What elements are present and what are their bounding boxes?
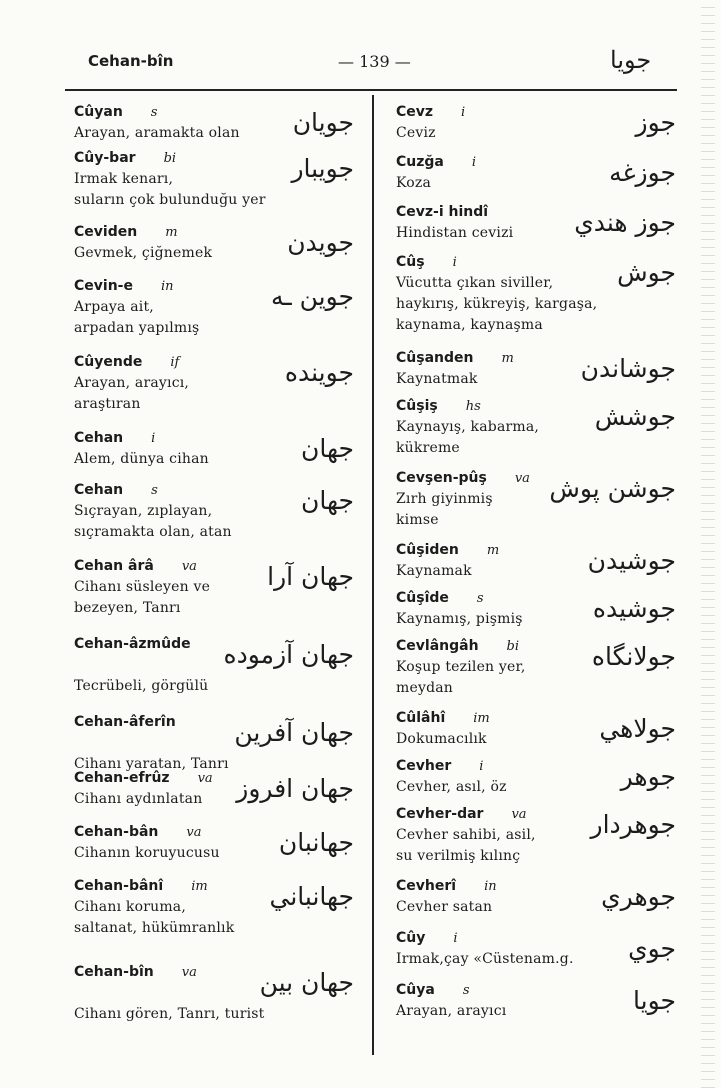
dictionary-entry <box>396 980 676 1030</box>
entry-part-of-speech: va <box>186 825 202 840</box>
entry-arabic-script: جوشيده <box>592 594 676 623</box>
entry-definition: Cihanı yaratan, Tanrı <box>74 756 229 772</box>
entry-arabic-script: جوهردار <box>590 810 676 839</box>
entry-term-line <box>74 352 284 373</box>
entry-term: Cevin-e <box>74 278 133 294</box>
entry-term: Cûya <box>396 982 435 998</box>
entry-term-line <box>396 980 606 1001</box>
entry-term-line <box>396 588 606 609</box>
entry-definition: Irmak kenarı, <box>74 171 174 187</box>
entry-term: Cevher-dar <box>396 806 484 822</box>
entry-arabic-script: جهان آفرين <box>234 718 354 747</box>
dictionary-entry <box>396 396 676 468</box>
entry-arabic-script: جوزغه <box>609 158 676 187</box>
entry-definition: Zırh giyinmiş <box>396 491 493 507</box>
entry-part-of-speech: m <box>501 351 514 366</box>
entry-definition: Cihanın koruyucusu <box>74 845 220 861</box>
entry-arabic-script: جهان بين <box>259 968 354 997</box>
entry-arabic-script: جوش <box>617 258 676 287</box>
entry-term-line <box>396 636 606 657</box>
entry-term: Cehan-bân <box>74 824 159 840</box>
entry-definition: Vücutta çıkan siviller, <box>396 275 554 291</box>
entry-arabic-script: جهان آرا <box>267 562 354 591</box>
dictionary-entry <box>396 540 676 588</box>
running-head-term: Cehan-bîn <box>88 52 174 70</box>
entry-definition: Cevher sahibi, asil, <box>396 827 536 843</box>
entry-term: Cuzğa <box>396 154 444 170</box>
entry-term-line <box>74 822 284 843</box>
dictionary-entry <box>396 636 676 708</box>
entry-definition: saltanat, hükümranlık <box>74 920 235 936</box>
entry-arabic-script: جوز <box>635 108 676 137</box>
entry-definition: Koza <box>396 175 432 191</box>
dictionary-entry <box>74 876 354 962</box>
entry-definition: Gevmek, çiğnemek <box>74 245 213 261</box>
dictionary-entry <box>74 556 354 634</box>
entry-part-of-speech: im <box>473 711 490 726</box>
entry-part-of-speech: va <box>197 771 213 786</box>
dictionary-entry <box>74 276 354 352</box>
entry-term: Cehan-bânî <box>74 878 164 894</box>
entry-part-of-speech: va <box>181 559 197 574</box>
entry-part-of-speech: im <box>191 879 208 894</box>
entry-term: Cûy-bar <box>74 150 136 166</box>
dictionary-entry <box>74 222 354 276</box>
entry-part-of-speech: s <box>151 483 158 498</box>
dictionary-entry <box>74 634 354 712</box>
entry-term-line <box>396 252 606 273</box>
entry-definition: Arayan, arayıcı <box>396 1003 507 1019</box>
entry-definition: Kaynayış, kabarma, <box>396 419 540 435</box>
dictionary-entry <box>396 588 676 636</box>
entry-arabic-script: جويبار <box>291 154 354 183</box>
entry-definition: kaynama, kaynaşma <box>396 317 543 333</box>
entry-arabic-script: جولانگاه <box>591 642 676 671</box>
entry-term: Cevher <box>396 758 452 774</box>
entry-part-of-speech: hs <box>465 399 481 414</box>
entry-term-line <box>396 540 606 561</box>
entry-definition: Cevher, asıl, öz <box>396 779 507 795</box>
entry-part-of-speech: i <box>151 431 156 446</box>
entry-part-of-speech: s <box>462 983 470 998</box>
entry-term: Cûş <box>396 254 425 270</box>
entry-term: Cehan-efrûz <box>74 770 170 786</box>
entry-term: Cehan <box>74 430 124 446</box>
entry-definition: bezeyen, Tanrı <box>74 600 181 616</box>
entry-definition: Tecrübeli, görgülü <box>74 678 209 694</box>
entry-definition: Cihanı gören, Tanrı, turist <box>74 1006 265 1022</box>
entry-definition: Cihanı koruma, <box>74 899 186 915</box>
entry-term-line <box>396 804 606 825</box>
entry-term: Cûşiş <box>396 398 438 414</box>
dictionary-entry <box>396 348 676 396</box>
entry-term-line <box>396 756 606 777</box>
entry-term-line <box>74 428 284 449</box>
dictionary-entry <box>396 928 676 980</box>
entry-term: Cûşiden <box>396 542 459 558</box>
entry-definition: araştıran <box>74 396 141 412</box>
column-divider <box>372 95 374 1055</box>
entry-arabic-script: جولاهي <box>599 714 676 743</box>
entry-term-line <box>396 348 606 369</box>
entry-definition: haykırış, kükreyiş, kargaşa, <box>396 296 598 312</box>
dictionary-entry <box>74 768 354 822</box>
entry-term-line <box>74 962 284 983</box>
entry-part-of-speech: va <box>514 471 530 486</box>
entry-term-line <box>74 876 284 897</box>
entry-definition: Kaynatmak <box>396 371 478 387</box>
entry-definition: su verilmiş kılınç <box>396 848 521 864</box>
dictionary-entry <box>396 152 676 202</box>
entry-definition: Kaynamış, pişmiş <box>396 611 523 627</box>
entry-term-line <box>74 556 284 577</box>
dictionary-entry <box>396 202 676 252</box>
left-column <box>74 102 354 1022</box>
entry-arabic-script: جوي <box>628 934 676 963</box>
entry-term: Cûy <box>396 930 426 946</box>
entry-definition: Ceviz <box>396 125 436 141</box>
entry-definition: arpadan yapılmış <box>74 320 200 336</box>
entry-part-of-speech: i <box>453 931 458 946</box>
entry-arabic-script: جهانبان <box>278 828 354 857</box>
entry-term-line <box>74 102 284 123</box>
dictionary-entry <box>74 712 354 772</box>
entry-part-of-speech: bi <box>506 639 520 654</box>
entry-arabic-script: جهانباني <box>269 882 354 911</box>
entry-part-of-speech: bi <box>163 151 177 166</box>
dictionary-entry <box>396 252 676 348</box>
entry-part-of-speech: m <box>486 543 500 558</box>
entry-term: Cûşîde <box>396 590 449 606</box>
header-rule <box>65 89 677 91</box>
entry-arabic-script: جوهري <box>601 882 676 911</box>
dictionary-entry <box>396 876 676 928</box>
entry-part-of-speech: if <box>170 355 180 370</box>
entry-definition: Koşup tezilen yer, <box>396 659 526 675</box>
entry-part-of-speech: m <box>165 225 178 240</box>
entry-part-of-speech: va <box>181 965 197 980</box>
entry-definition: Arpaya ait, <box>74 299 154 315</box>
dictionary-entry <box>74 148 354 222</box>
entry-arabic-script: جوينده <box>284 358 354 387</box>
entry-definition: Sıçrayan, zıplayan, <box>74 503 213 519</box>
entry-arabic-script: جوشش <box>594 402 676 431</box>
entry-arabic-script: جوشاندن <box>580 354 676 383</box>
entry-part-of-speech: in <box>484 879 497 894</box>
entry-term: Cehan-âferîn <box>74 714 176 730</box>
entry-part-of-speech: s <box>476 591 484 606</box>
entry-arabic-script: جويدن <box>287 228 354 257</box>
entry-definition: kimse <box>396 512 439 528</box>
entry-term: Cevşen-pûş <box>396 470 487 486</box>
entry-arabic-script: جهان <box>301 434 354 463</box>
page-number: — 139 — <box>338 52 411 71</box>
dictionary-entry <box>396 708 676 756</box>
entry-definition: Cihanı süsleyen ve <box>74 579 211 595</box>
entry-part-of-speech: va <box>511 807 527 822</box>
dictionary-entry <box>74 962 354 1022</box>
entry-definition: Alem, dünya cihan <box>74 451 209 467</box>
dictionary-entry <box>74 480 354 556</box>
entry-term: Cûlâhî <box>396 710 446 726</box>
entry-term: Cûyende <box>74 354 143 370</box>
page-header <box>0 46 721 86</box>
entry-term-line <box>74 148 284 169</box>
entry-definition: Arayan, aramakta olan <box>74 125 240 141</box>
entry-definition: Dokumacılık <box>396 731 487 747</box>
entry-arabic-script: جوشن پوش <box>549 474 676 503</box>
entry-arabic-script: جهان افروز <box>236 774 354 803</box>
entry-part-of-speech: i <box>461 105 466 120</box>
right-column <box>396 102 676 1030</box>
entry-definition: sıçramakta olan, atan <box>74 524 232 540</box>
entry-term-line <box>396 708 606 729</box>
dictionary-entry <box>396 756 676 804</box>
entry-part-of-speech: i <box>479 759 484 774</box>
entry-arabic-script: جوشيدن <box>587 546 676 575</box>
entry-arabic-script: جوهر <box>620 762 676 791</box>
entry-term: Cehan-âzmûde <box>74 636 191 652</box>
page-edge-speckle <box>701 0 715 1088</box>
entry-term: Cûşanden <box>396 350 474 366</box>
entry-term: Cehan ârâ <box>74 558 154 574</box>
dictionary-entry <box>74 822 354 876</box>
entry-term-line <box>396 396 606 417</box>
entry-arabic-script: جهان <box>301 486 354 515</box>
entry-arabic-script: جويا <box>633 986 676 1015</box>
dictionary-entry <box>74 102 354 148</box>
entry-part-of-speech: s <box>150 105 158 120</box>
entry-definition: Cihanı aydınlatan <box>74 791 203 807</box>
entry-definition: Arayan, arayıcı, <box>74 375 190 391</box>
entry-definition: Cevher satan <box>396 899 493 915</box>
dictionary-entry <box>396 468 676 540</box>
entry-term-line <box>396 876 606 897</box>
entry-arabic-script: جوز هندي <box>574 208 676 237</box>
entry-term-line <box>396 152 606 173</box>
entry-definition: suların çok bulunduğu yer <box>74 192 266 208</box>
entry-term: Ceviden <box>74 224 138 240</box>
dictionary-entry <box>74 428 354 480</box>
entry-definition: meydan <box>396 680 453 696</box>
entry-term-line <box>396 928 606 949</box>
entry-term: Cûyan <box>74 104 123 120</box>
dictionary-entry <box>74 352 354 428</box>
entry-term: Cehan-bîn <box>74 964 154 980</box>
entry-arabic-script: جهان آزموده <box>223 640 354 669</box>
entry-term: Cevz <box>396 104 434 120</box>
entry-definition <box>74 983 284 1004</box>
entry-definition: Irmak,çay «Cüstenam.g. <box>396 951 574 967</box>
entry-definition: Hindistan cevizi <box>396 225 514 241</box>
entry-definition: Kaynamak <box>396 563 472 579</box>
entry-term: Cevherî <box>396 878 457 894</box>
entry-term: Cehan <box>74 482 124 498</box>
entry-definition: kükreme <box>396 440 460 456</box>
entry-term-line <box>74 276 284 297</box>
entry-term-line <box>74 480 284 501</box>
entry-arabic-script: جويان <box>292 108 354 137</box>
entry-term-line <box>74 222 284 243</box>
entry-term-line <box>396 102 606 123</box>
entry-arabic-script: جوين ـه <box>270 282 354 311</box>
entry-term: Cevlângâh <box>396 638 479 654</box>
dictionary-entry <box>396 804 676 876</box>
entry-part-of-speech: i <box>452 255 457 270</box>
running-head-arabic: جويا <box>610 46 652 74</box>
dictionary-entry <box>396 102 676 152</box>
entry-part-of-speech: i <box>471 155 477 170</box>
entry-part-of-speech: in <box>160 279 174 294</box>
entry-term: Cevz-i hindî <box>396 204 489 220</box>
